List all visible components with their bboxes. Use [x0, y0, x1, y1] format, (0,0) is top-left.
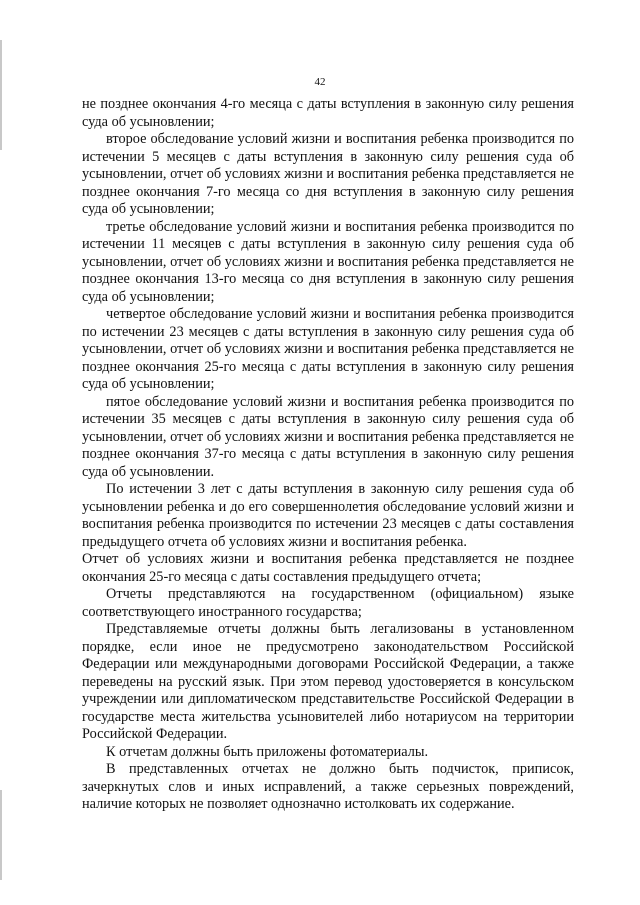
paragraph-after-three-years: По истечении 3 лет с даты вступления в законную силу решения суда об усыновлении ребенка и до его совершеннолетия обследование условий жизни и воспитания ребенка производится по истечении 23 месяцев с даты составления предыдущего отчета об условиях жизни и воспитания ребенка.: [82, 481, 574, 550]
paragraph-fifth-inspection: пятое обследование условий жизни и воспитания ребенка производится по истечении 35 месяцев с даты вступления в законную силу решения суда об усыновлении, отчет об условиях жизни и воспитания ребенка представляется не позднее окончания 37-го месяца с даты вступления в законную силу решения суда об усыновлении.: [82, 393, 574, 480]
paragraph-fourth-inspection: четвертое обследование условий жизни и воспитания ребенка производится по истечении 23 месяцев с даты вступления в законную силу решения суда об усыновлении, отчет об условиях жизни и воспитания ребенка представляется не позднее окончания 25-го месяца с даты вступления в законную силу решения суда об усыновлении;: [82, 306, 574, 392]
paragraph-legalization: Представляемые отчеты должны быть легализованы в установленном порядке, если иное не предусмотрено законодательством Российской Федерации или международными договорами Российской Федерации, а также переведены на русский язык. При этом перевод удостоверяется в консульском учреждении или дипломатическом представительстве Российской Федерации в государстве места жительства усыновителей либо нотариусом на территории Российской Федерации.: [82, 621, 574, 742]
scan-edge-mark-top: [0, 40, 2, 150]
paragraph-third-inspection: третье обследование условий жизни и воспитания ребенка производится по истечении 11 месяцев с даты вступления в законную силу решения суда об усыновлении, отчет об условиях жизни и воспитания ребенка представляется не позднее окончания 13-го месяца со дня вступления в законную силу решения суда об усыновлении;: [82, 218, 574, 305]
scan-edge-mark-bottom: [0, 790, 2, 880]
paragraph-second-inspection: второе обследование условий жизни и воспитания ребенка производится по истечении 5 месяцев с даты вступления в законную силу решения суда об усыновлении, отчет об условиях жизни и воспитания ребенка представляется не позднее окончания 7-го месяца со дня вступления в законную силу решения суда об усыновлении;: [82, 131, 574, 217]
paragraph-continuation: не позднее окончания 4-го месяца с даты вступления в законную силу решения суда об усыновлении;: [82, 96, 574, 130]
page-number: 42: [314, 76, 326, 88]
paragraph-no-corrections: В представленных отчетах не должно быть подчисток, приписок, зачеркнутых слов и иных исправлений, а также серьезных повреждений, наличие которых не позволяет однозначно истолковать их содержание.: [82, 761, 574, 812]
document-body: [82, 96, 574, 814]
paragraph-report-deadline: Отчет об условиях жизни и воспитания ребенка представляется не позднее окончания 25-го месяца с даты составления предыдущего отчета;: [82, 551, 574, 585]
paragraph-photos: К отчетам должны быть приложены фотоматериалы.: [106, 743, 429, 760]
paragraph-report-language: Отчеты представляются на государственном (официальном) языке соответствующего иностранного государства;: [82, 586, 574, 620]
